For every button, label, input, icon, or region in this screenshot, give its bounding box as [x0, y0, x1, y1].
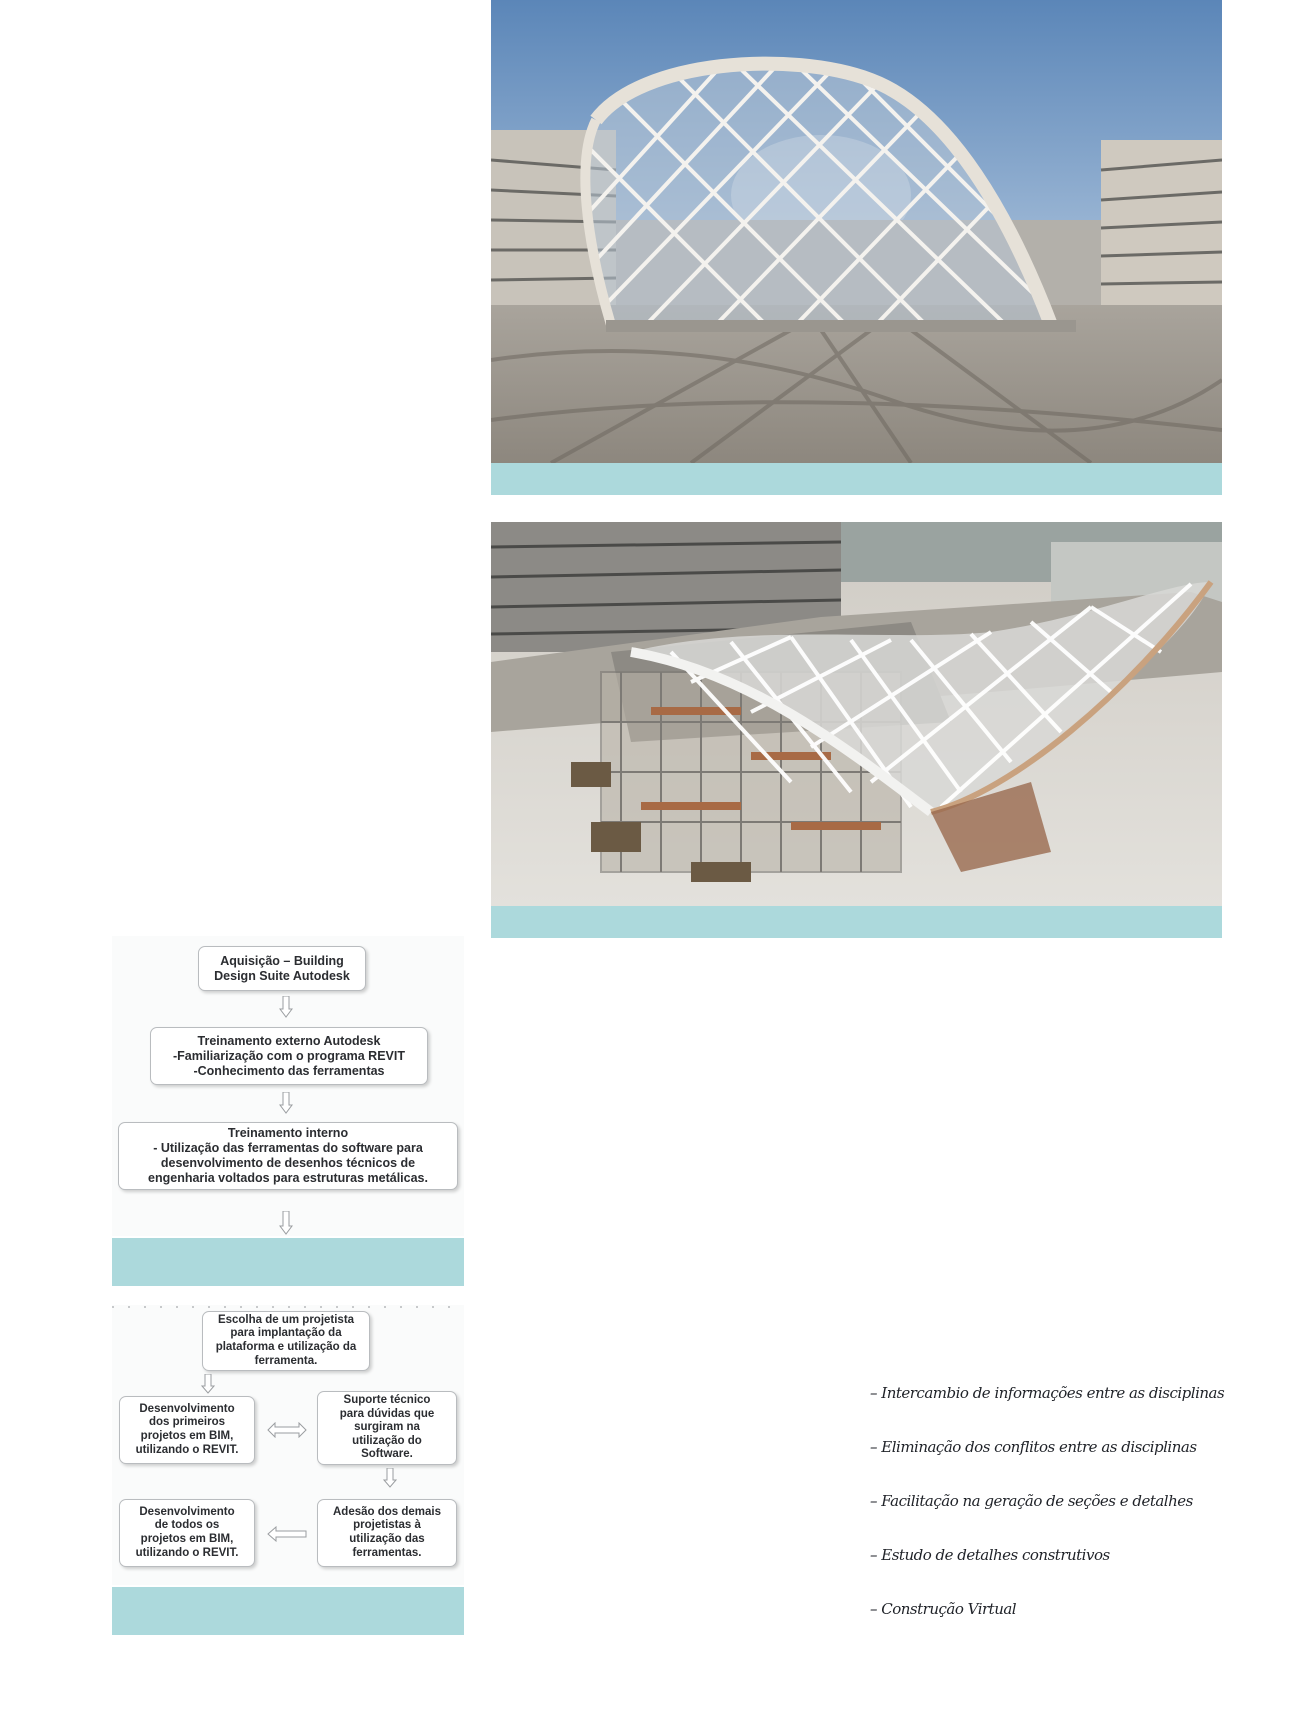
flow-box-line: dos primeiros — [148, 1416, 226, 1429]
flow-box-line: Desenvolvimento — [139, 1402, 235, 1415]
flow-box-choose-designer — [202, 1311, 370, 1371]
left-arrow-icon — [267, 1526, 307, 1542]
flow-box-line: desenvolvimento de desenhos técnicos de — [160, 1156, 416, 1170]
flow-box-all-projects — [119, 1499, 255, 1567]
flowchart-caption-bar — [112, 1587, 464, 1635]
photo-canopy-finished — [491, 0, 1222, 463]
benefit-item: – Eliminação dos conflitos entre as disciplinas — [870, 1438, 1197, 1456]
flow-box-internal-training — [118, 1122, 458, 1190]
flow-box-line: Treinamento externo Autodesk — [197, 1033, 381, 1048]
flow-box-line: -Familiarização com o programa REVIT — [172, 1048, 405, 1063]
flow-box-other-designers — [317, 1499, 457, 1567]
flow-box-line: Treinamento interno — [227, 1126, 349, 1140]
down-arrow-icon — [201, 1374, 215, 1394]
benefit-item: – Construção Virtual — [870, 1600, 1017, 1618]
flow-box-line: plataforma e utilização da — [215, 1341, 357, 1353]
down-arrow-icon — [279, 1092, 293, 1114]
flow-box-line: - Utilização das ferramentas do software para — [153, 1141, 423, 1155]
flow-box-line: surgiram na — [354, 1421, 420, 1434]
flow-box-line: utilização do — [352, 1434, 422, 1447]
construction-photo-illustration — [491, 522, 1222, 906]
flow-box-line: Escolha de um projetista — [217, 1313, 355, 1326]
flow-box-line: projetos em BIM, — [140, 1430, 234, 1442]
down-arrow-icon — [279, 1211, 293, 1235]
bim-benefits-list — [868, 1370, 1225, 1630]
benefit-item: – Estudo de detalhes construtivos — [870, 1546, 1110, 1564]
flow-box-line: utilização das — [349, 1533, 425, 1545]
flow-box-line: Aquisição – Building — [220, 953, 344, 968]
flow-box-line: para dúvidas que — [339, 1407, 435, 1420]
flowchart-implementation-training — [112, 936, 464, 1236]
flow-box-line: engenharia voltados para estruturas metálicas. — [148, 1171, 428, 1185]
down-arrow-icon — [383, 1468, 397, 1488]
flow-box-line: projetos em BIM, — [140, 1533, 234, 1545]
down-arrow-icon — [279, 996, 293, 1018]
photo-canopy-construction — [491, 522, 1222, 906]
flow-box-line: Design Suite Autodesk — [214, 968, 350, 983]
flow-box-line: ferramenta. — [254, 1354, 318, 1367]
flow-box-external-training — [150, 1027, 428, 1085]
flow-box-line: utilizando o REVIT. — [135, 1443, 239, 1456]
flow-box-tech-support — [317, 1391, 457, 1465]
flow-box-line: Adesão dos demais — [332, 1505, 441, 1518]
flow-box-line: para implantação da — [230, 1327, 342, 1340]
photo-caption-bar — [491, 906, 1222, 938]
flow-box-line: ferramentas. — [352, 1546, 422, 1559]
flow-box-first-projects — [119, 1396, 255, 1464]
canopy-photo-illustration — [491, 0, 1222, 463]
benefit-item: – Facilitação na geração de seções e detalhes — [870, 1492, 1193, 1510]
double-arrow-icon — [267, 1422, 307, 1438]
flow-box-line: Suporte técnico — [343, 1394, 431, 1407]
benefit-item: – Intercambio de informações entre as disciplinas — [870, 1384, 1225, 1402]
flow-box-line: utilizando o REVIT. — [135, 1546, 239, 1559]
flow-box-line: Desenvolvimento — [139, 1505, 235, 1518]
flow-box-line: -Conhecimento das ferramentas — [193, 1063, 385, 1078]
flowchart-caption-bar — [112, 1238, 464, 1286]
flow-box-line: projetistas à — [353, 1519, 421, 1532]
flowchart-bim-adoption — [112, 1305, 464, 1585]
photo-caption-bar — [491, 463, 1222, 495]
flow-box-line: Software. — [361, 1448, 413, 1461]
flow-box-line: de todos os — [154, 1519, 220, 1532]
flow-box-acquisition — [198, 946, 366, 991]
